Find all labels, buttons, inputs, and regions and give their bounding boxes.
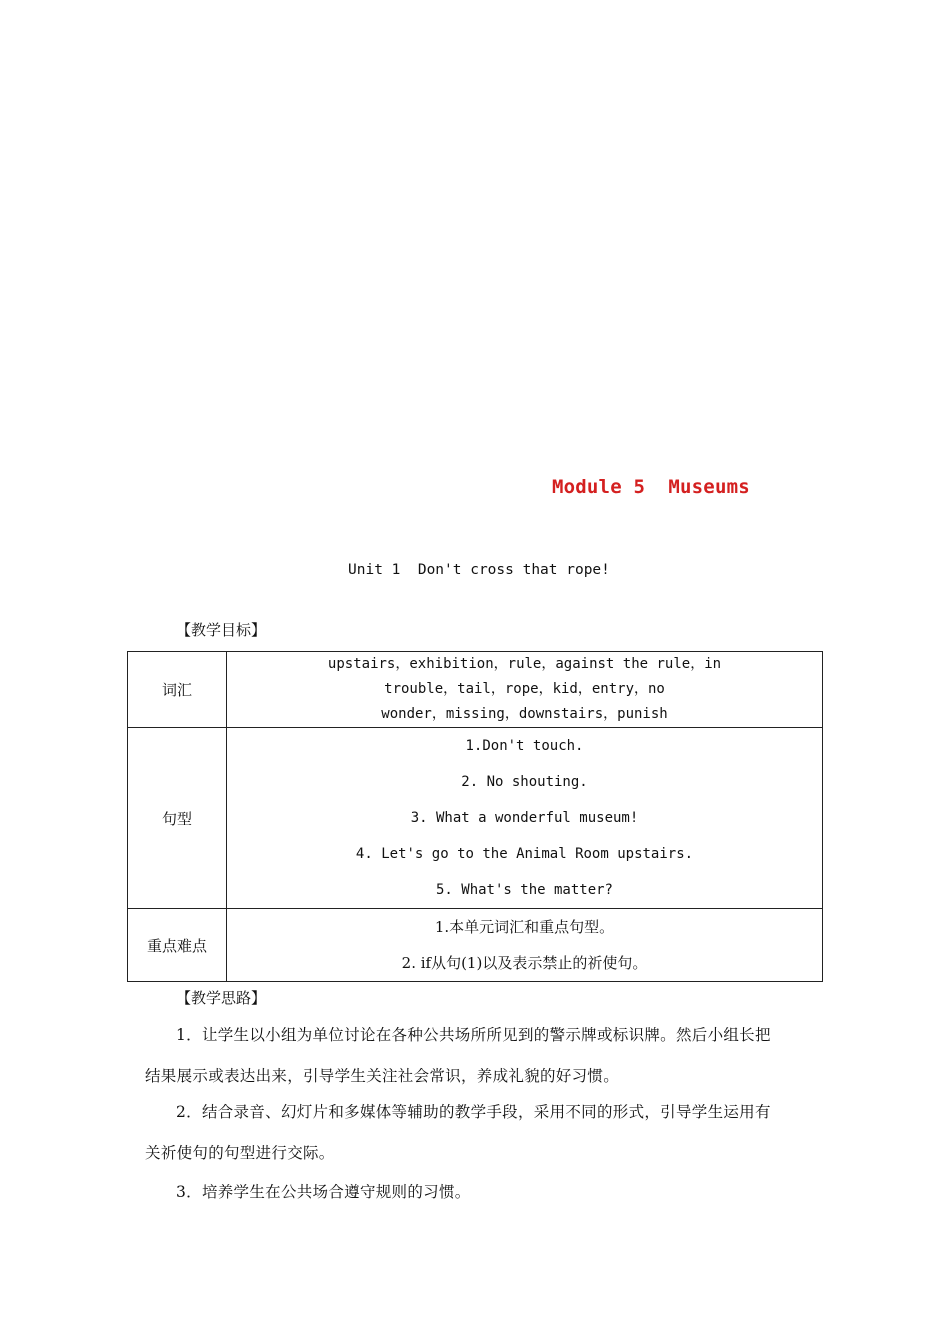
- approach-paragraph-2-line-1: 2．结合录音、幻灯片和多媒体等辅助的教学手段，采用不同的形式，引导学生运用有: [176, 1103, 771, 1121]
- approach-paragraph-3-line-1: 3．培养学生在公共场合遵守规则的习惯。: [176, 1183, 471, 1201]
- approach-paragraph-1-line-2: 结果展示或表达出来，引导学生关注社会常识，养成礼貌的好习惯。: [145, 1067, 620, 1085]
- sentence-patterns-content: [227, 728, 823, 909]
- objectives-heading: 【教学目标】: [176, 621, 267, 639]
- approach-heading: 【教学思路】: [176, 989, 267, 1007]
- vocabulary-line: upstairs，exhibition，rule，against the rule，in: [327, 656, 722, 672]
- vocabulary-row: [128, 652, 823, 728]
- sentence-pattern-item: 4. Let's go to the Animal Room upstairs.: [355, 846, 694, 862]
- module-title: Module 5 Museums: [552, 476, 750, 498]
- vocabulary-content: [227, 652, 823, 728]
- key-points-label: 重点难点: [128, 909, 227, 982]
- sentence-pattern-item: 1.Don't touch.: [465, 738, 584, 754]
- key-points-row: [128, 909, 823, 982]
- approach-paragraph-2-line-2: 关祈使句的句型进行交际。: [145, 1144, 335, 1162]
- objectives-table: [127, 651, 823, 982]
- key-point-item: 2. if从句(1)以及表示禁止的祈使句。: [401, 954, 648, 972]
- vocabulary-label: 词汇: [128, 652, 227, 728]
- key-point-item: 1.本单元词汇和重点句型。: [434, 918, 615, 936]
- vocabulary-line: trouble，tail，rope，kid，entry，no: [384, 681, 665, 697]
- key-points-content: [227, 909, 823, 982]
- approach-paragraph-1-line-1: 1．让学生以小组为单位讨论在各种公共场所所见到的警示牌或标识牌。然后小组长把: [176, 1026, 771, 1044]
- vocabulary-line: wonder，missing，downstairs，punish: [381, 706, 668, 722]
- sentence-patterns-row: [128, 728, 823, 909]
- sentence-patterns-label: 句型: [128, 728, 227, 909]
- unit-title: Unit 1 Don't cross that rope!: [348, 562, 610, 578]
- sentence-pattern-item: 3. What a wonderful museum!: [410, 810, 639, 826]
- sentence-pattern-item: 5. What's the matter?: [435, 882, 613, 898]
- sentence-pattern-item: 2. No shouting.: [461, 774, 588, 790]
